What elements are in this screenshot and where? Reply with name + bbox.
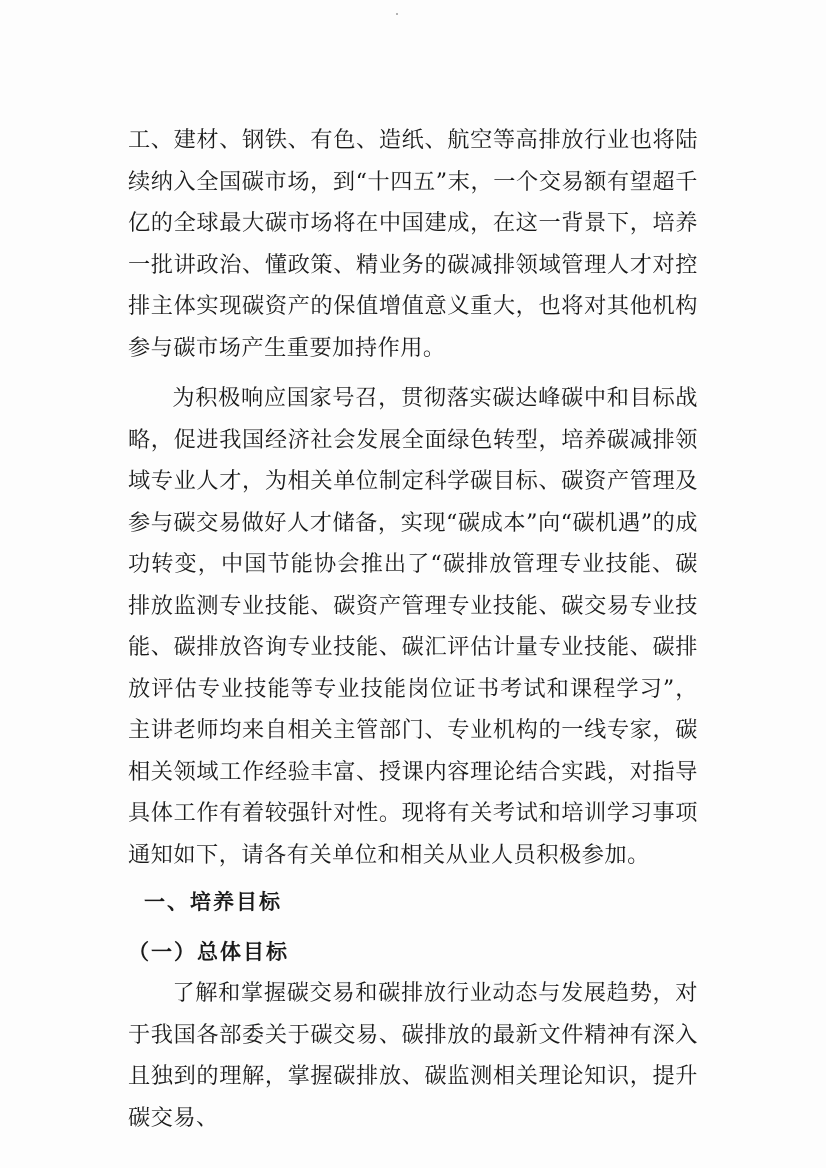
- section-heading: 一、培养目标: [144, 890, 282, 914]
- subsection-heading: （一）总体目标: [128, 939, 289, 964]
- scan-artifact-dot: [396, 13, 398, 15]
- paragraph-continuation: 工、建材、钢铁、有色、造纸、航空等高排放行业也将陆续纳入全国碳市场，到“十四五”末，一个交易额有望超千亿的全球最大碳市场将在中国建成，在这一背景下，培养一批讲政治、懂政策、精业务的碳减排领域管理人才对控排主体实现碳资产的保值增值意义重大，也将对其他机构参与碳市场产生重要加持作用。: [128, 127, 698, 361]
- paragraph-background: 为积极响应国家号召，贯彻落实碳达峰碳中和目标战略，促进我国经济社会发展全面绿色转型，培养碳减排领域专业人才，为相关单位制定科学碳目标、碳资产管理及参与碳交易做好人才储备，实现“碳成本”向“碳机遇”的成功转变，中国节能协会推出了“碳排放管理专业技能、碳排放监测专业技能、碳资产管理专业技能、碳交易专业技能、碳排放咨询专业技能、碳汇评估计量专业技能、碳排放评估专业技能等专业技能岗位证书考试和课程学习”，主讲老师均来自相关主管部门、专业机构的一线专家，碳相关领域工作经验丰富、授课内容理论结合实践，对指导具体工作有着较强针对性。现将有关考试和培训学习事项通知如下，请各有关单位和相关从业人员积极参加。: [128, 385, 698, 868]
- document-body: [128, 120, 698, 1139]
- paragraph-gap: [128, 369, 698, 378]
- paragraph-goal: 了解和掌握碳交易和碳排放行业动态与发展趋势，对于我国各部委关于碳交易、碳排放的最新文件精神有深入且独到的理解，掌握碳排放、碳监测相关理论知识，提升碳交易、: [128, 980, 698, 1131]
